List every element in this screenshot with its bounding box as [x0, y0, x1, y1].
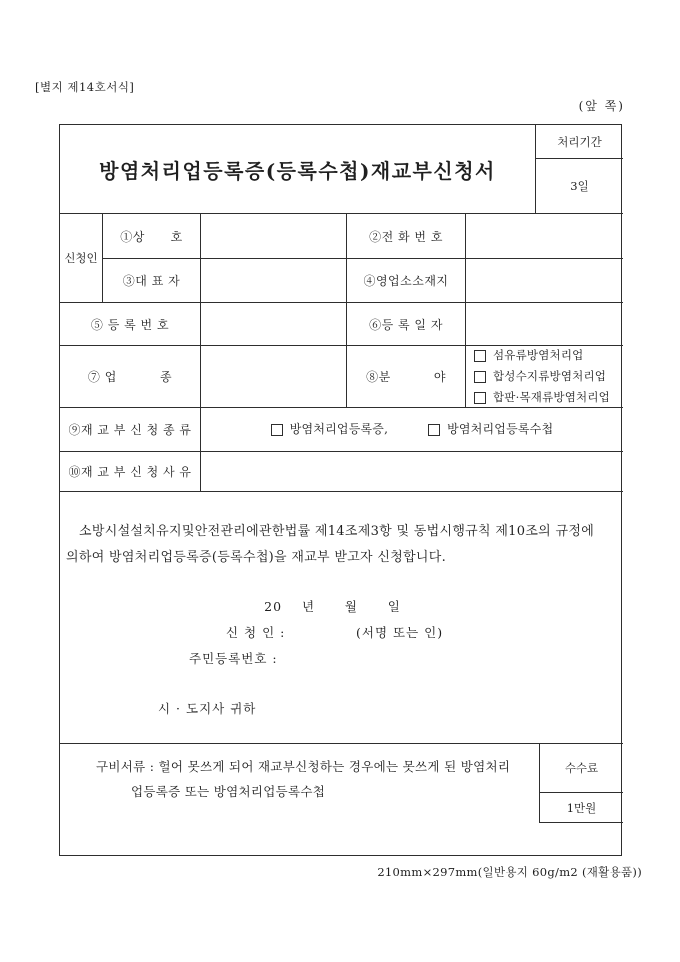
- registration-number-field[interactable]: [201, 303, 347, 346]
- plywood-wood-checkbox[interactable]: [474, 392, 486, 404]
- registration-certificate-checkbox[interactable]: [271, 424, 283, 436]
- applicant-group-label: 신청인: [60, 214, 103, 303]
- category-option-textile: [474, 346, 583, 365]
- declaration-line1: 소방시설설치유지및안전관리에관한법률 제14조제3항 및 동법시행규칙 제10조의 규정에: [79, 524, 595, 539]
- processing-period-value: 3일: [536, 159, 623, 214]
- category-option-plywood-wood: [474, 388, 610, 407]
- textile-checkbox-label: 섬유류방염처리업: [493, 348, 584, 362]
- representative-label: ③대 표 자: [103, 259, 201, 303]
- processing-period-label: 처리기간: [536, 125, 623, 159]
- synthetic-resin-checkbox[interactable]: [474, 371, 486, 383]
- category-label: ⑧분 야: [347, 346, 466, 408]
- reissue-reason-field[interactable]: [201, 452, 623, 492]
- business-type-label: ⑦ 업 종: [60, 346, 201, 408]
- registration-pocketbook-checkbox-label: 방염처리업등록수첩: [447, 422, 554, 436]
- date-line: 20 년 월 일: [264, 599, 401, 614]
- category-options: [466, 346, 623, 408]
- reissue-kind-options: [201, 408, 623, 452]
- recipient-line: 시 · 도지사 귀하: [158, 701, 257, 716]
- declaration-line2: 의하여 방염처리업등록증(등록수첩)을 재교부 받고자 신청합니다.: [66, 550, 447, 565]
- declaration-section: [60, 492, 623, 744]
- office-address-field[interactable]: [466, 259, 623, 303]
- registration-number-label: ⑤ 등 록 번 호: [60, 303, 201, 346]
- reissue-kind-label: ⑨재 교 부 신 청 종 류: [60, 408, 201, 452]
- registration-certificate-checkbox-label: 방염처리업등록증,: [289, 422, 389, 436]
- required-documents-line2: 업등록증 또는 방염처리업등록수첩: [131, 784, 326, 799]
- registration-pocketbook-checkbox[interactable]: [428, 424, 440, 436]
- plywood-wood-checkbox-label: 합판·목재류방염처리업: [493, 390, 610, 404]
- reissue-reason-label: ⑩재 교 부 신 청 사 유: [60, 452, 201, 492]
- sign-or-seal-note: (서명 또는 인): [356, 625, 444, 640]
- category-option-synthetic-resin: [474, 367, 606, 386]
- paper-spec-note: 210mm×297mm(일반용지 60g/m2 (재활용품)): [377, 865, 642, 879]
- office-address-label: ④영업소소재지: [347, 259, 466, 303]
- fee-value: 1만원: [539, 793, 623, 823]
- reissue-option-certificate: [271, 420, 388, 439]
- required-documents-line1: 구비서류 : 헐어 못쓰게 되어 재교부신청하는 경우에는 못쓰게 된 방염처리: [96, 759, 511, 774]
- registration-date-label: ⑥등 록 일 자: [347, 303, 466, 346]
- registration-date-field[interactable]: [466, 303, 623, 346]
- reissue-option-pocketbook: [428, 420, 553, 439]
- representative-field[interactable]: [201, 259, 347, 303]
- synthetic-resin-checkbox-label: 합성수지류방염처리업: [493, 369, 607, 383]
- application-form-table: [59, 124, 622, 856]
- applicant-sign-label: 신 청 인 :: [226, 625, 286, 640]
- fee-label: 수수료: [539, 744, 623, 793]
- page-side-note: (앞 쪽): [578, 99, 625, 113]
- resident-id-label: 주민등록번호 :: [189, 651, 278, 666]
- company-name-label: ①상 호: [103, 214, 201, 259]
- phone-number-field[interactable]: [466, 214, 623, 259]
- form-title: 방염처리업등록증(등록수첩)재교부신청서: [60, 125, 536, 214]
- business-type-field[interactable]: [201, 346, 347, 408]
- form-code-note: [별지 제14호서식]: [35, 80, 135, 94]
- company-name-field[interactable]: [201, 214, 347, 259]
- textile-checkbox[interactable]: [474, 350, 486, 362]
- phone-number-label: ②전 화 번 호: [347, 214, 466, 259]
